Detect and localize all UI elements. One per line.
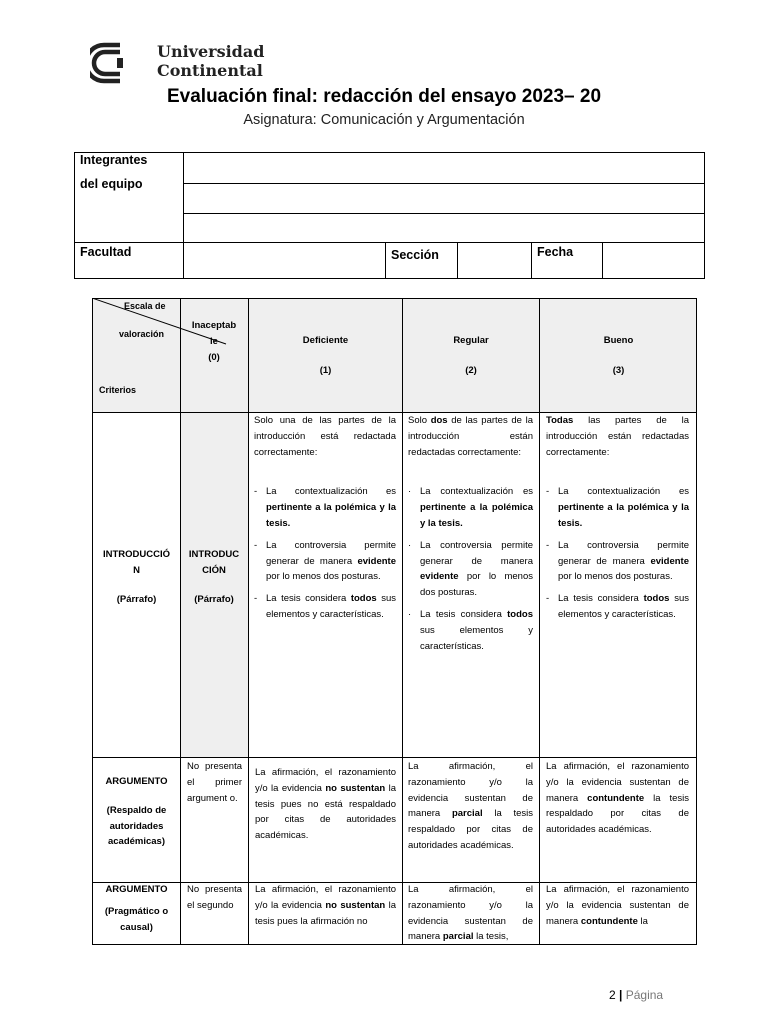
header-inaceptable: Inaceptab le (0)	[191, 320, 237, 363]
row1-bueno: Todas las partes de la introducción están redactadas correctamente: - La contextualización es pertinente a la polémica y la tesis. - La controversia permite generar de manera evidente por lo menos dos posturas. - La tesis considera todos sus elementos y características.	[546, 415, 689, 620]
fecha-field[interactable]	[603, 243, 704, 278]
header-escala: Escala de	[124, 301, 166, 311]
header-deficiente: Deficiente (1)	[302, 335, 349, 376]
row3-criterio: ARGUMENTO (Pragmático o causal)	[104, 884, 169, 933]
label-integrantes: Integrantes	[80, 153, 148, 167]
page-number: 2	[609, 988, 616, 1002]
row3-deficiente: La afirmación, el razonamiento y/o la evidencia no sustentan la tesis pues la afirmación no	[255, 884, 396, 927]
row3-bueno: La afirmación, el razonamiento y/o la evidencia sustentan de manera contundente la	[546, 884, 689, 927]
header-regular: Regular (2)	[453, 335, 489, 376]
label-fecha: Fecha	[537, 245, 574, 259]
integrante-field-2[interactable]	[184, 184, 703, 212]
row3-regular: La afirmación, el razonamiento y/o la evidencia sustentan de manera parcial la tesis,	[408, 884, 533, 943]
row1-regular: Solo dos de las partes de la introducción están redactadas correctamente: · La contextualización es pertinente a la polémica y la tesis. · La controversia permite generar de manera evidente por lo menos dos posturas. · La tesis considera todos sus elementos y características.	[408, 415, 533, 652]
row1-inaceptable: INTRODUC CIÓN (Párrafo)	[188, 549, 240, 605]
page-title: Evaluación final: redacción del ensayo 2023– 20	[166, 86, 602, 107]
integrante-field-3[interactable]	[184, 214, 703, 241]
row2-inaceptable: No presenta el primer argument o.	[187, 761, 242, 804]
label-seccion: Sección	[391, 248, 439, 262]
header-bueno: Bueno (3)	[603, 335, 634, 376]
header-valoracion: valoración	[119, 329, 165, 339]
row3-inaceptable: No presenta el segundo	[187, 884, 242, 911]
university-logo	[90, 42, 265, 84]
label-del-equipo: del equipo	[80, 177, 143, 191]
logo-line-2: Continental	[157, 61, 263, 80]
facultad-field[interactable]	[184, 243, 384, 278]
row2-regular: La afirmación, el razonamiento y/o la evidencia sustentan de manera parcial la tesis respaldado por citas de autoridades académicas.	[408, 761, 533, 851]
footer-separator: |	[619, 988, 623, 1002]
seccion-field[interactable]	[458, 243, 530, 278]
row1-deficiente: Solo una de las partes de la introducción está redactada correctamente: - La contextualización es pertinente a la polémica y la tesis. - La controversia permite generar de manera evidente por lo menos dos posturas. - La tesis considera todos sus elementos y características.	[254, 415, 396, 620]
page-label: Página	[625, 988, 664, 1002]
integrante-field-1[interactable]	[184, 153, 703, 182]
label-facultad: Facultad	[80, 245, 132, 259]
row2-criterio: ARGUMENTO (Respaldo de autoridades académicas)	[105, 776, 168, 848]
logo-line-1: Universidad	[157, 42, 265, 61]
page-subtitle: Asignatura: Comunicación y Argumentación	[243, 112, 525, 128]
header-criterios: Criterios	[99, 385, 137, 395]
row2-deficiente: La afirmación, el razonamiento y/o la evidencia no sustentan la tesis pues no está respaldado por citas de autoridades académicas.	[255, 767, 396, 842]
logo-mark-icon	[90, 42, 152, 84]
page-footer	[609, 988, 663, 1002]
row2-bueno: La afirmación, el razonamiento y/o la evidencia sustentan de manera contundente la tesis respaldado por citas de autoridades académicas.	[546, 761, 689, 836]
row1-criterio: INTRODUCCIÓ N (Párrafo)	[102, 549, 171, 605]
